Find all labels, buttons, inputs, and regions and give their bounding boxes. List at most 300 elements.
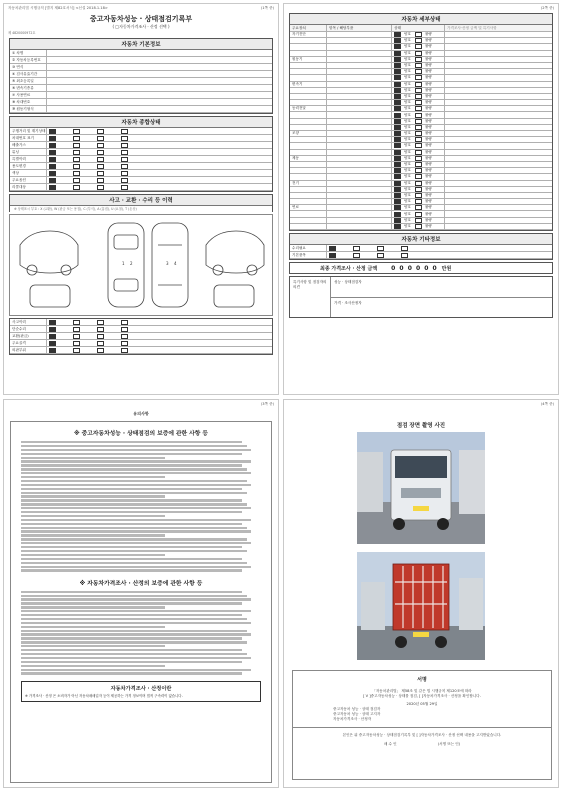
detail-rows	[290, 32, 552, 230]
history-rows	[10, 319, 272, 354]
row-label: ③ 연식	[10, 64, 47, 70]
row-value	[47, 136, 272, 141]
signature-box	[292, 670, 552, 780]
page-4	[283, 399, 559, 788]
status-option-label: 불량	[424, 112, 432, 117]
accident-history-section	[9, 194, 273, 212]
section-heading: 자동차 세부상태	[290, 14, 552, 25]
status-option-label: 불량	[424, 56, 432, 61]
warranty-section-title: ※ 중고자동차성능 · 상태점검의 보증에 관한 사항 등	[74, 431, 208, 437]
row-label: 배출가스	[10, 142, 47, 148]
row-label: ⑦ 사용연료	[10, 92, 47, 98]
status-option-label: 양호	[404, 192, 411, 197]
status-option-label: 양호	[404, 75, 411, 80]
group-label	[290, 224, 327, 229]
checkbox	[97, 171, 104, 176]
text-line	[21, 562, 247, 564]
status-cell	[392, 38, 445, 43]
status-cell	[392, 125, 445, 130]
text-line	[21, 606, 165, 608]
status-cell	[392, 224, 445, 229]
row-value	[327, 246, 552, 251]
text-line	[21, 453, 242, 455]
status-option-label: 불량	[424, 155, 432, 160]
text-line	[21, 595, 247, 597]
text-line	[21, 484, 251, 486]
checkbox	[97, 185, 104, 190]
text-line	[21, 645, 165, 647]
status-option-label: 불량	[424, 205, 432, 210]
row-value	[47, 341, 272, 346]
checkbox	[49, 157, 56, 162]
basic-info-row	[10, 64, 272, 71]
checkbox	[401, 253, 408, 258]
status-cell	[392, 168, 445, 173]
group-label	[290, 187, 327, 192]
status-cell	[392, 100, 445, 105]
checkbox	[73, 185, 80, 190]
text-line	[21, 507, 251, 509]
svg-text:3: 3	[166, 261, 169, 266]
checkbox	[394, 205, 401, 210]
overall-status-row	[10, 170, 272, 177]
text-line	[21, 515, 165, 517]
row-label: 사고이력	[10, 319, 47, 325]
text-line	[21, 546, 242, 548]
status-option-label: 불량	[424, 124, 432, 129]
checkbox	[394, 168, 401, 173]
checkbox	[97, 164, 104, 169]
status-option-label: 불량	[424, 118, 432, 123]
row-value	[47, 129, 272, 134]
group-label	[290, 100, 327, 105]
checkbox	[415, 38, 422, 43]
page-number: (3쪽 중)	[260, 402, 274, 406]
checkbox	[394, 137, 401, 142]
checkbox	[415, 205, 422, 210]
section-heading: 자동차 기타정보	[290, 234, 552, 245]
checkbox	[49, 334, 56, 339]
group-label	[290, 193, 327, 198]
checkbox	[415, 181, 422, 186]
detail-header-row	[290, 25, 552, 32]
group-label	[290, 211, 327, 216]
text-line	[21, 538, 247, 540]
checkbox	[415, 51, 422, 56]
overall-status-section	[9, 116, 273, 192]
checkbox	[415, 143, 422, 148]
other-info-section	[289, 233, 553, 260]
checkbox	[73, 164, 80, 169]
text-line	[21, 569, 242, 571]
basic-info-row	[10, 57, 272, 64]
row-label: 외판부위	[10, 347, 47, 353]
checkbox	[49, 150, 56, 155]
status-option-label: 불량	[424, 93, 432, 98]
price-paragraphs	[21, 591, 261, 675]
status-cell	[392, 187, 445, 192]
checkbox	[394, 75, 401, 80]
text-line	[21, 633, 251, 635]
price-notice-box	[21, 681, 261, 702]
checkbox	[394, 106, 401, 111]
checkbox	[73, 143, 80, 148]
checkbox	[121, 320, 128, 325]
history-row	[10, 340, 272, 347]
checkbox	[97, 348, 104, 353]
checkbox	[49, 327, 56, 332]
text-line	[21, 464, 242, 466]
item-cell	[327, 75, 392, 80]
detail-status-section	[289, 13, 553, 231]
checkbox	[394, 82, 401, 87]
checkbox	[97, 327, 104, 332]
checkbox	[49, 185, 56, 190]
status-cell	[392, 205, 445, 210]
group-label: 제동	[290, 156, 327, 161]
status-cell	[392, 57, 445, 62]
status-option-label: 양호	[404, 50, 411, 55]
group-label	[290, 63, 327, 68]
checkbox	[415, 162, 422, 167]
status-option-label: 양호	[404, 168, 411, 173]
checkbox	[49, 320, 56, 325]
checkbox	[97, 136, 104, 141]
cautions-label: 유의사항	[133, 411, 149, 416]
checkbox	[49, 171, 56, 176]
row-value	[47, 150, 272, 155]
checkbox	[121, 185, 128, 190]
other-info-row	[290, 245, 552, 252]
checkbox	[73, 327, 80, 332]
checkbox	[415, 100, 422, 105]
status-option-label: 불량	[424, 38, 432, 43]
checkbox	[415, 44, 422, 49]
checkbox	[121, 157, 128, 162]
status-cell	[392, 106, 445, 111]
status-option-label: 불량	[424, 223, 432, 228]
checkbox	[377, 253, 384, 258]
group-label	[290, 125, 327, 130]
status-cell	[392, 131, 445, 136]
item-cell	[327, 63, 392, 68]
checkbox	[415, 187, 422, 192]
row-label: 튜닝	[10, 149, 47, 155]
status-option-label: 양호	[404, 137, 411, 142]
checkbox	[121, 129, 128, 134]
text-line	[21, 499, 242, 501]
item-cell	[327, 174, 392, 179]
text-line	[21, 598, 251, 600]
status-option-label: 양호	[404, 131, 411, 136]
text-line	[21, 503, 247, 505]
status-option-label: 불량	[424, 100, 432, 105]
row-value	[47, 164, 272, 169]
truck-rear-photo	[357, 552, 485, 660]
status-option-label: 양호	[404, 44, 411, 49]
item-cell	[327, 143, 392, 148]
basic-info-row	[10, 78, 272, 85]
checkbox	[73, 150, 80, 155]
checkbox	[329, 253, 336, 258]
group-label: 연료	[290, 205, 327, 210]
text-line	[21, 449, 251, 451]
history-row	[10, 326, 272, 333]
status-cell	[392, 119, 445, 124]
text-line	[21, 672, 242, 674]
document-number: 제 4820000972호	[8, 31, 36, 35]
history-row	[10, 333, 272, 340]
checkbox	[394, 32, 401, 37]
legal-basis-line: 「자동차관리법」 제58조 및 같은 법 시행규칙 제120조에 따라	[372, 689, 472, 693]
basic-info-row	[10, 92, 272, 99]
status-symbol-note: ※ 상태표시 부호 : X (교환), W (판금 또는 용접), C (부식), A (흠집), U (요철), T (손상)	[14, 207, 137, 211]
inspector-label: 성능 · 상태점검자	[331, 277, 552, 298]
checkbox	[394, 162, 401, 167]
status-option-label: 불량	[424, 186, 432, 191]
row-label: 기본품목	[290, 252, 327, 258]
row-value	[47, 348, 272, 353]
text-line	[21, 488, 242, 490]
item-cell	[327, 156, 392, 161]
checkbox	[121, 334, 128, 339]
checkbox	[121, 171, 128, 176]
checkbox	[97, 150, 104, 155]
basic-info-row	[10, 71, 272, 78]
item-cell	[327, 224, 392, 229]
group-label	[290, 75, 327, 80]
item-cell	[327, 106, 392, 111]
row-value	[327, 253, 552, 258]
text-line	[21, 653, 247, 655]
row-label: ⑤ 최초등록일	[10, 78, 47, 84]
basic-info-row	[10, 99, 272, 106]
checkbox	[394, 113, 401, 118]
group-label	[290, 218, 327, 223]
photo-section-title: 점검 장면 촬영 사진	[396, 423, 446, 429]
price-unit: 만원	[441, 265, 452, 272]
checkbox	[415, 106, 422, 111]
item-cell	[327, 218, 392, 223]
page-number: (1쪽 중)	[260, 6, 274, 10]
checkbox	[121, 136, 128, 141]
price-label: 최종 가격조사 · 산정 금액	[320, 265, 378, 272]
group-label	[290, 88, 327, 93]
checkbox	[121, 327, 128, 332]
status-option-label: 불량	[424, 75, 432, 80]
item-cell	[327, 125, 392, 130]
group-label: 조향	[290, 131, 327, 136]
checkbox	[394, 100, 401, 105]
row-label: ② 자동차등록번호	[10, 57, 47, 63]
vehicle-diagram	[9, 214, 273, 316]
status-option-label: 불량	[424, 162, 432, 167]
status-option-label: 불량	[424, 180, 432, 185]
status-option-label: 양호	[404, 217, 411, 222]
status-option-label: 불량	[424, 131, 432, 136]
row-label: 특별이력	[10, 156, 47, 162]
text-line	[21, 566, 251, 568]
status-cell	[392, 51, 445, 56]
status-option-label: 양호	[404, 174, 411, 179]
row-value	[47, 178, 272, 183]
page-subtitle: ( □자동차가격조사 · 산정 선택 )	[112, 24, 170, 29]
checkbox	[121, 164, 128, 169]
status-option-label: 불량	[424, 149, 432, 154]
group-label	[290, 168, 327, 173]
text-line	[21, 614, 242, 616]
status-cell	[392, 63, 445, 68]
checkbox	[415, 125, 422, 130]
checkbox	[394, 51, 401, 56]
status-option-label: 양호	[404, 155, 411, 160]
group-label	[290, 199, 327, 204]
group-label	[290, 150, 327, 155]
text-line	[21, 542, 251, 544]
text-line	[21, 472, 251, 474]
row-value	[47, 185, 272, 190]
row-label: ④ 검사유효기간	[10, 71, 47, 77]
overall-status-rows	[10, 128, 272, 191]
confirmation-line: [ V ]중고자동차성능 · 상태를 점검, [ ]자동차가격조사 · 산정을 확인합니다.	[363, 694, 481, 698]
status-cell	[392, 218, 445, 223]
page-number: (2쪽 중)	[540, 6, 554, 10]
overall-status-row	[10, 184, 272, 191]
checkbox	[415, 57, 422, 62]
checkbox	[377, 246, 384, 251]
item-cell	[327, 162, 392, 167]
group-label: 원동기	[290, 57, 327, 62]
other-info-rows	[290, 245, 552, 259]
checkbox	[415, 224, 422, 229]
checkbox	[97, 143, 104, 148]
checkbox	[49, 129, 56, 134]
checkbox	[415, 212, 422, 217]
status-option-label: 불량	[424, 143, 432, 148]
status-option-label: 양호	[404, 180, 411, 185]
checkbox	[394, 88, 401, 93]
checkbox	[394, 218, 401, 223]
group-label	[290, 69, 327, 74]
text-line	[21, 480, 247, 482]
checkbox	[415, 88, 422, 93]
history-row	[10, 347, 272, 354]
status-cell	[392, 181, 445, 186]
checkbox	[73, 320, 80, 325]
item-cell	[327, 181, 392, 186]
status-option-label: 불량	[424, 217, 432, 222]
text-line	[21, 534, 165, 536]
status-cell	[392, 32, 445, 37]
checkbox	[49, 341, 56, 346]
checkbox	[394, 38, 401, 43]
item-cell	[327, 193, 392, 198]
item-cell	[327, 94, 392, 99]
status-option-label: 불량	[424, 87, 432, 92]
group-label: 변속기	[290, 82, 327, 87]
status-option-label: 양호	[404, 143, 411, 148]
svg-text:2: 2	[130, 261, 133, 266]
status-option-label: 불량	[424, 137, 432, 142]
text-line	[21, 445, 247, 447]
overall-status-row	[10, 156, 272, 163]
notice-text: ※ 가격조사 · 산정 은 소비자가 아닌 자동차매매업자 등이 제공하는 가격 정보이며 법적 구속력이 없습니다.	[25, 693, 183, 698]
page-title: 중고자동차성능 · 상태점검기록부	[89, 15, 193, 23]
row-value	[47, 171, 272, 176]
group-label: 동력전달	[290, 106, 327, 111]
item-cell	[327, 205, 392, 210]
checkbox	[97, 341, 104, 346]
checkbox	[415, 156, 422, 161]
checkbox	[415, 218, 422, 223]
group-label	[290, 137, 327, 142]
item-cell	[327, 112, 392, 117]
status-option-label: 양호	[404, 100, 411, 105]
checkbox	[97, 129, 104, 134]
appraiser-label: 가격 · 조사산정자	[334, 300, 362, 305]
text-line	[21, 492, 247, 494]
status-option-label: 불량	[424, 63, 432, 68]
status-option-label: 불량	[424, 192, 432, 197]
svg-text:1: 1	[122, 261, 125, 266]
row-label: 주행거리 및 계기상태	[12, 128, 46, 133]
notice-title: 자동차가격조사 · 산정이란	[110, 685, 172, 692]
row-label: 용도변경	[10, 163, 47, 169]
row-label: 교환(판금)	[10, 333, 47, 339]
row-label: 주요옵션	[10, 177, 47, 183]
item-cell	[327, 187, 392, 192]
checkbox	[73, 341, 80, 346]
basic-info-row	[10, 106, 272, 113]
text-line	[21, 626, 165, 628]
form-reference: 자동차관리법 시행규칙 [별지 제82호서식] <신설 2018.1.18>	[8, 6, 108, 10]
basic-info-row	[10, 85, 272, 92]
item-cell	[327, 69, 392, 74]
item-cell	[327, 57, 392, 62]
checkbox	[73, 129, 80, 134]
status-cell	[392, 162, 445, 167]
overall-status-row	[10, 142, 272, 149]
column-header: 가격조사·산정 금액 및 특기사항	[447, 25, 497, 30]
column-header: 항목 / 해당부품	[327, 25, 392, 31]
status-option-label: 양호	[404, 162, 411, 167]
checkbox	[415, 69, 422, 74]
group-label	[290, 174, 327, 179]
item-cell	[327, 44, 392, 49]
text-line	[21, 669, 251, 671]
status-option-label: 양호	[404, 38, 411, 43]
status-option-label: 불량	[424, 106, 432, 111]
special-notes-section	[289, 276, 553, 318]
basic-info-section	[9, 38, 273, 114]
svg-text:4: 4	[174, 261, 177, 266]
checkbox	[121, 150, 128, 155]
row-value	[47, 143, 272, 148]
status-cell	[392, 112, 445, 117]
text-line	[21, 523, 242, 525]
car-outline-icon	[10, 215, 274, 313]
special-notes-label: 특기사항 및 점검자의 의견	[290, 277, 331, 317]
checkbox	[97, 178, 104, 183]
row-label: 수리필요	[290, 245, 327, 251]
checkbox	[394, 143, 401, 148]
checkbox	[49, 143, 56, 148]
group-label: 전기	[290, 181, 327, 186]
group-label	[290, 119, 327, 124]
checkbox	[401, 246, 408, 251]
status-option-label: 불량	[424, 168, 432, 173]
row-label: 주요골격	[10, 340, 47, 346]
